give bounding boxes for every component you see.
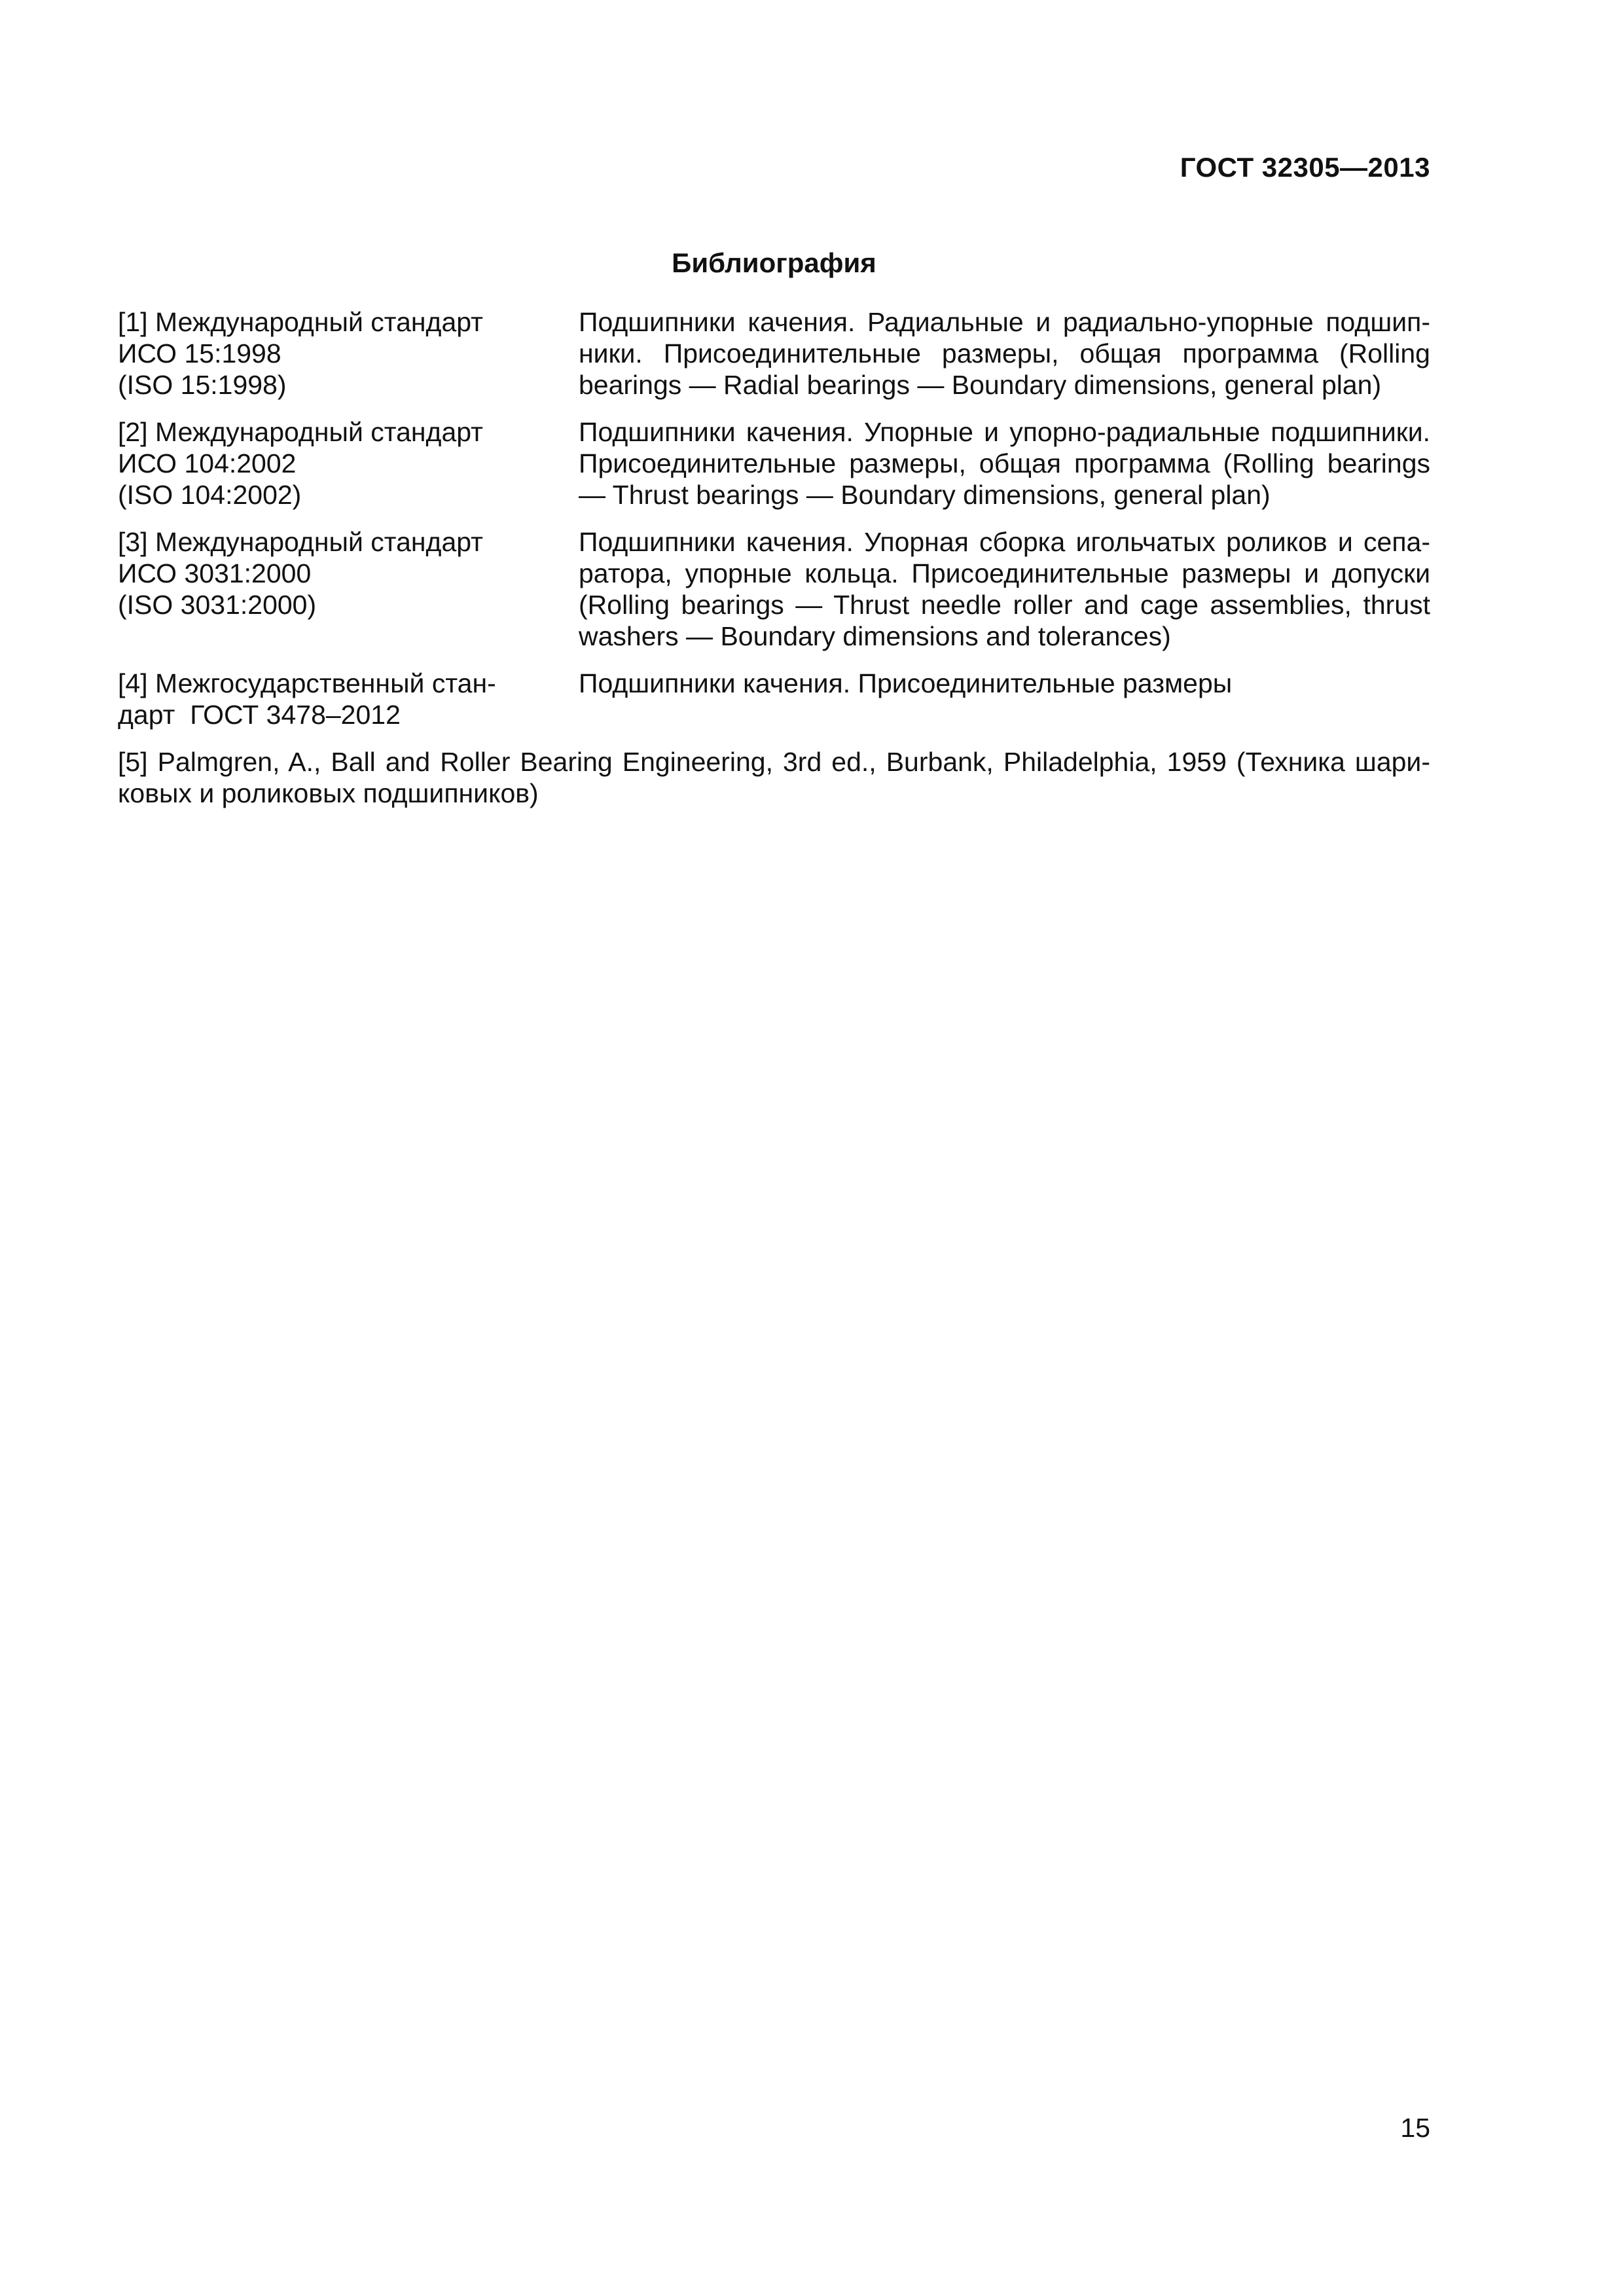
reference-line: [1] Международный стандарт (118, 307, 483, 337)
reference-line: [2] Международный стандарт (118, 417, 483, 447)
reference-line: (ISO 104:2002) (118, 480, 302, 510)
bibliography-entry-2 (118, 416, 1430, 511)
reference-line: дарт ГОСТ 3478–2012 (118, 700, 401, 730)
entry-reference (118, 526, 579, 620)
page-number: 15 (1400, 2113, 1430, 2143)
entry-description: Подшипники качения. Упорная сборка игольчатых роликов и сепаратора, упорные кольца. Присоединительные размеры и допуски (Rolling bearings — Thrust needle roller and cage assemblies, thrust washers — Boundary dimensions and tolerances) (579, 527, 1430, 651)
entry-reference (118, 306, 579, 401)
bibliography-list (118, 306, 1430, 809)
reference-line: [4] Межгосударственный стан- (118, 668, 496, 698)
entry-description: Подшипники качения. Радиальные и радиально-упорные подшипники. Присоединительные размеры, общая программа (Rolling bearings — Radial bearings — Boundary dimensions, general plan) (579, 307, 1430, 400)
entry-description: Подшипники качения. Упорные и упорно-радиальные подшипники. Присоединительные размеры, общая программа (Rolling bearings — Thrust bearings — Boundary dimensions, general plan) (579, 417, 1430, 510)
reference-line: (ISO 15:1998) (118, 370, 287, 400)
reference-line: ИСО 3031:2000 (118, 558, 312, 588)
reference-line: ИСО 15:1998 (118, 338, 281, 368)
bibliography-entry-1 (118, 306, 1430, 401)
entry-reference (118, 416, 579, 511)
reference-line: [3] Международный стандарт (118, 527, 483, 557)
reference-line: ИСО 104:2002 (118, 448, 297, 478)
bibliography-entry-3 (118, 526, 1430, 652)
reference-line: (ISO 3031:2000) (118, 590, 317, 620)
page-title: Библиография (672, 247, 876, 278)
bibliography-entry-5: [5] Palmgren, A., Ball and Roller Bearing Engineering, 3rd ed., Burbank, Philadelphia, 1959 (Техника шариковых и роликовых подшипников) (118, 747, 1430, 808)
entry-reference (118, 668, 579, 730)
document-code: ГОСТ 32305—2013 (1180, 152, 1430, 183)
bibliography-entry-4 (118, 668, 1430, 730)
entry-description: Подшипники качения. Присоединительные размеры (579, 668, 1233, 698)
